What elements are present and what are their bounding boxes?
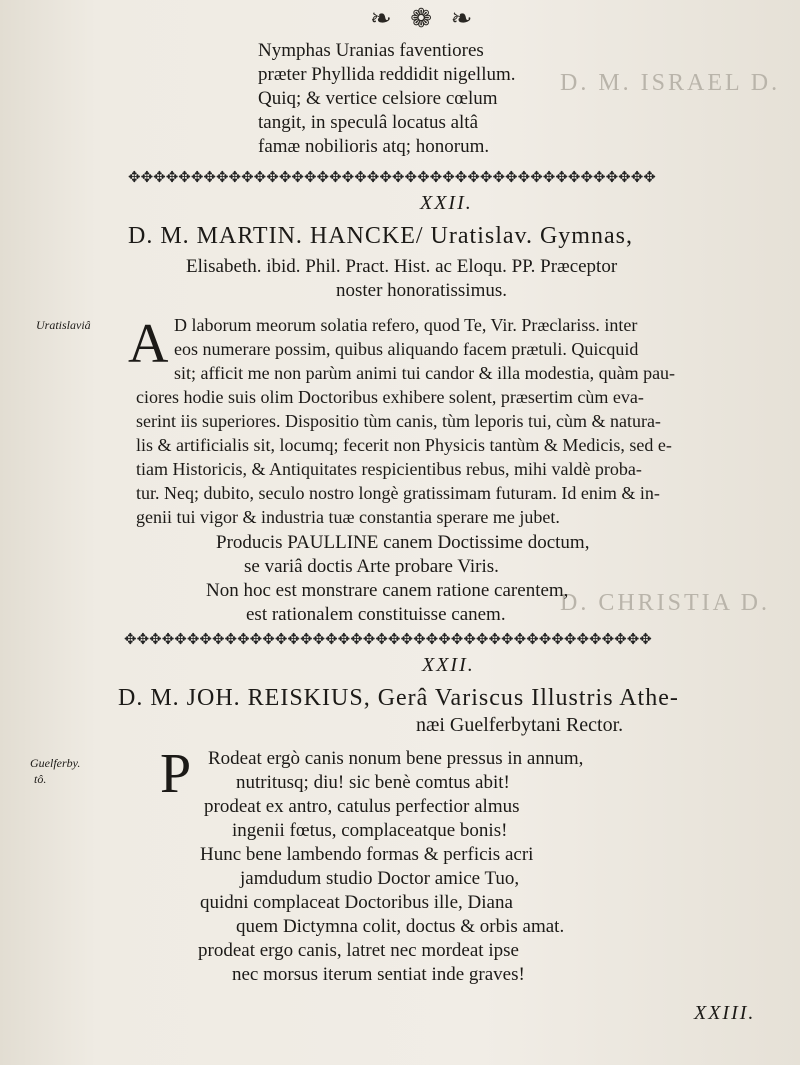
prose-line-9: genii tui vigor & industria tuæ constantia sperare me jubet. (136, 507, 560, 527)
bleed-through-text: D. CHRISTIA D. (560, 590, 771, 616)
poem2-line-2: nutritusq; diu! sic benè comtus abit! (236, 772, 510, 793)
drop-capital: P (160, 743, 192, 805)
poem2-line-7: quidni complaceat Doctoribus ille, Diana (200, 892, 513, 913)
poem2-line-6: jamdudum studio Doctor amice Tuo, (240, 868, 520, 889)
verse-line-1: Producis PAULLINE canem Doctissime doctum, (216, 532, 590, 553)
prose-line-2: eos numerare possim, quibus aliquando facem prætuli. Quicquid (174, 339, 639, 359)
margin-note-2: tô. (34, 772, 47, 786)
poem2-line-8: quem Dictymna colit, doctus & orbis amat. (236, 916, 565, 937)
prose-line-7: tiam Historicis, & Antiquitates respicientibus rebus, mihi valdè proba- (136, 459, 642, 479)
poem1-line-3: Quiq; & vertice celsiore cœlum (258, 88, 498, 109)
prose-line-5: serint iis superiores. Dispositio tùm canis, tùm leporis tui, cùm & natura- (136, 411, 661, 431)
catchword: XXIII. (694, 1002, 756, 1024)
poem2-line-3: prodeat ex antro, catulus perfectior almus (204, 796, 520, 817)
poem1-line-4: tangit, in speculâ locatus altâ (258, 112, 479, 133)
section-heading-line-2: Elisabeth. ibid. Phil. Pract. Hist. ac Eloqu. PP. Præceptor (186, 256, 618, 277)
prose-line-6: lis & artificialis sit, locumq; fecerit non Physicis tantùm & Medicis, sed e- (136, 435, 672, 455)
poem2-line-1: Rodeat ergò canis nonum bene pressus in annum, (208, 748, 584, 769)
poem1-line-5: famæ nobilioris atq; honorum. (258, 136, 490, 157)
poem2-line-10: nec morsus iterum sentiat inde graves! (232, 964, 525, 985)
prose-line-8: tur. Neq; dubito, seculo nostro longè gratissimam futuram. Id enim & in- (136, 483, 660, 503)
margin-note: Uratislaviâ (36, 318, 91, 332)
prose-line-3: sit; afficit me non parùm animi tui candor & illa modestia, quàm pau- (174, 363, 676, 383)
poem1-line-2: præter Phyllida reddidit nigellum. (258, 64, 516, 85)
ornament-divider: ✥✥✥✥✥✥✥✥✥✥✥✥✥✥✥✥✥✥✥✥✥✥✥✥✥✥✥✥✥✥✥✥✥✥✥✥✥✥✥✥✥✥ (124, 632, 652, 648)
section-number: XXII. (422, 654, 475, 676)
prose-line-4: ciores hodie suis olim Doctoribus exhibere solent, præsertim cùm eva- (136, 387, 644, 407)
poem1-line-1: Nymphas Uranias faventiores (258, 40, 484, 61)
top-ornament: ❧ ❁ ❧ (370, 4, 479, 33)
section-heading: D. M. MARTIN. HANCKE/ Uratislav. Gymnas, (128, 223, 633, 249)
poem2-line-9: prodeat ergo canis, latret nec mordeat ipse (198, 940, 519, 961)
poem2-line-5: Hunc bene lambendo formas & perficis acri (200, 844, 534, 865)
section-heading-line-2: næi Guelferbytani Rector. (416, 714, 624, 736)
drop-capital: A (128, 313, 169, 375)
prose-line-1: D laborum meorum solatia refero, quod Te, Vir. Præclariss. inter (174, 315, 638, 335)
ornament-divider: ✥✥✥✥✥✥✥✥✥✥✥✥✥✥✥✥✥✥✥✥✥✥✥✥✥✥✥✥✥✥✥✥✥✥✥✥✥✥✥✥✥✥ (128, 170, 656, 186)
margin-note: Guelferby. (30, 756, 81, 770)
section-heading-line-3: noster honoratissimus. (336, 280, 507, 301)
bleed-through-text: D. M. ISRAEL D. (560, 70, 781, 96)
verse-line-3: Non hoc est monstrare canem ratione carentem, (206, 580, 569, 601)
section-number: XXII. (420, 192, 473, 214)
section-heading: D. M. JOH. REISKIUS, Gerâ Variscus Illustris Athe- (118, 685, 679, 711)
poem2-line-4: ingenii fœtus, complaceatque bonis! (232, 820, 508, 841)
verse-line-2: se variâ doctis Arte probare Viris. (244, 556, 499, 577)
verse-line-4: est rationalem constituisse canem. (246, 604, 506, 625)
